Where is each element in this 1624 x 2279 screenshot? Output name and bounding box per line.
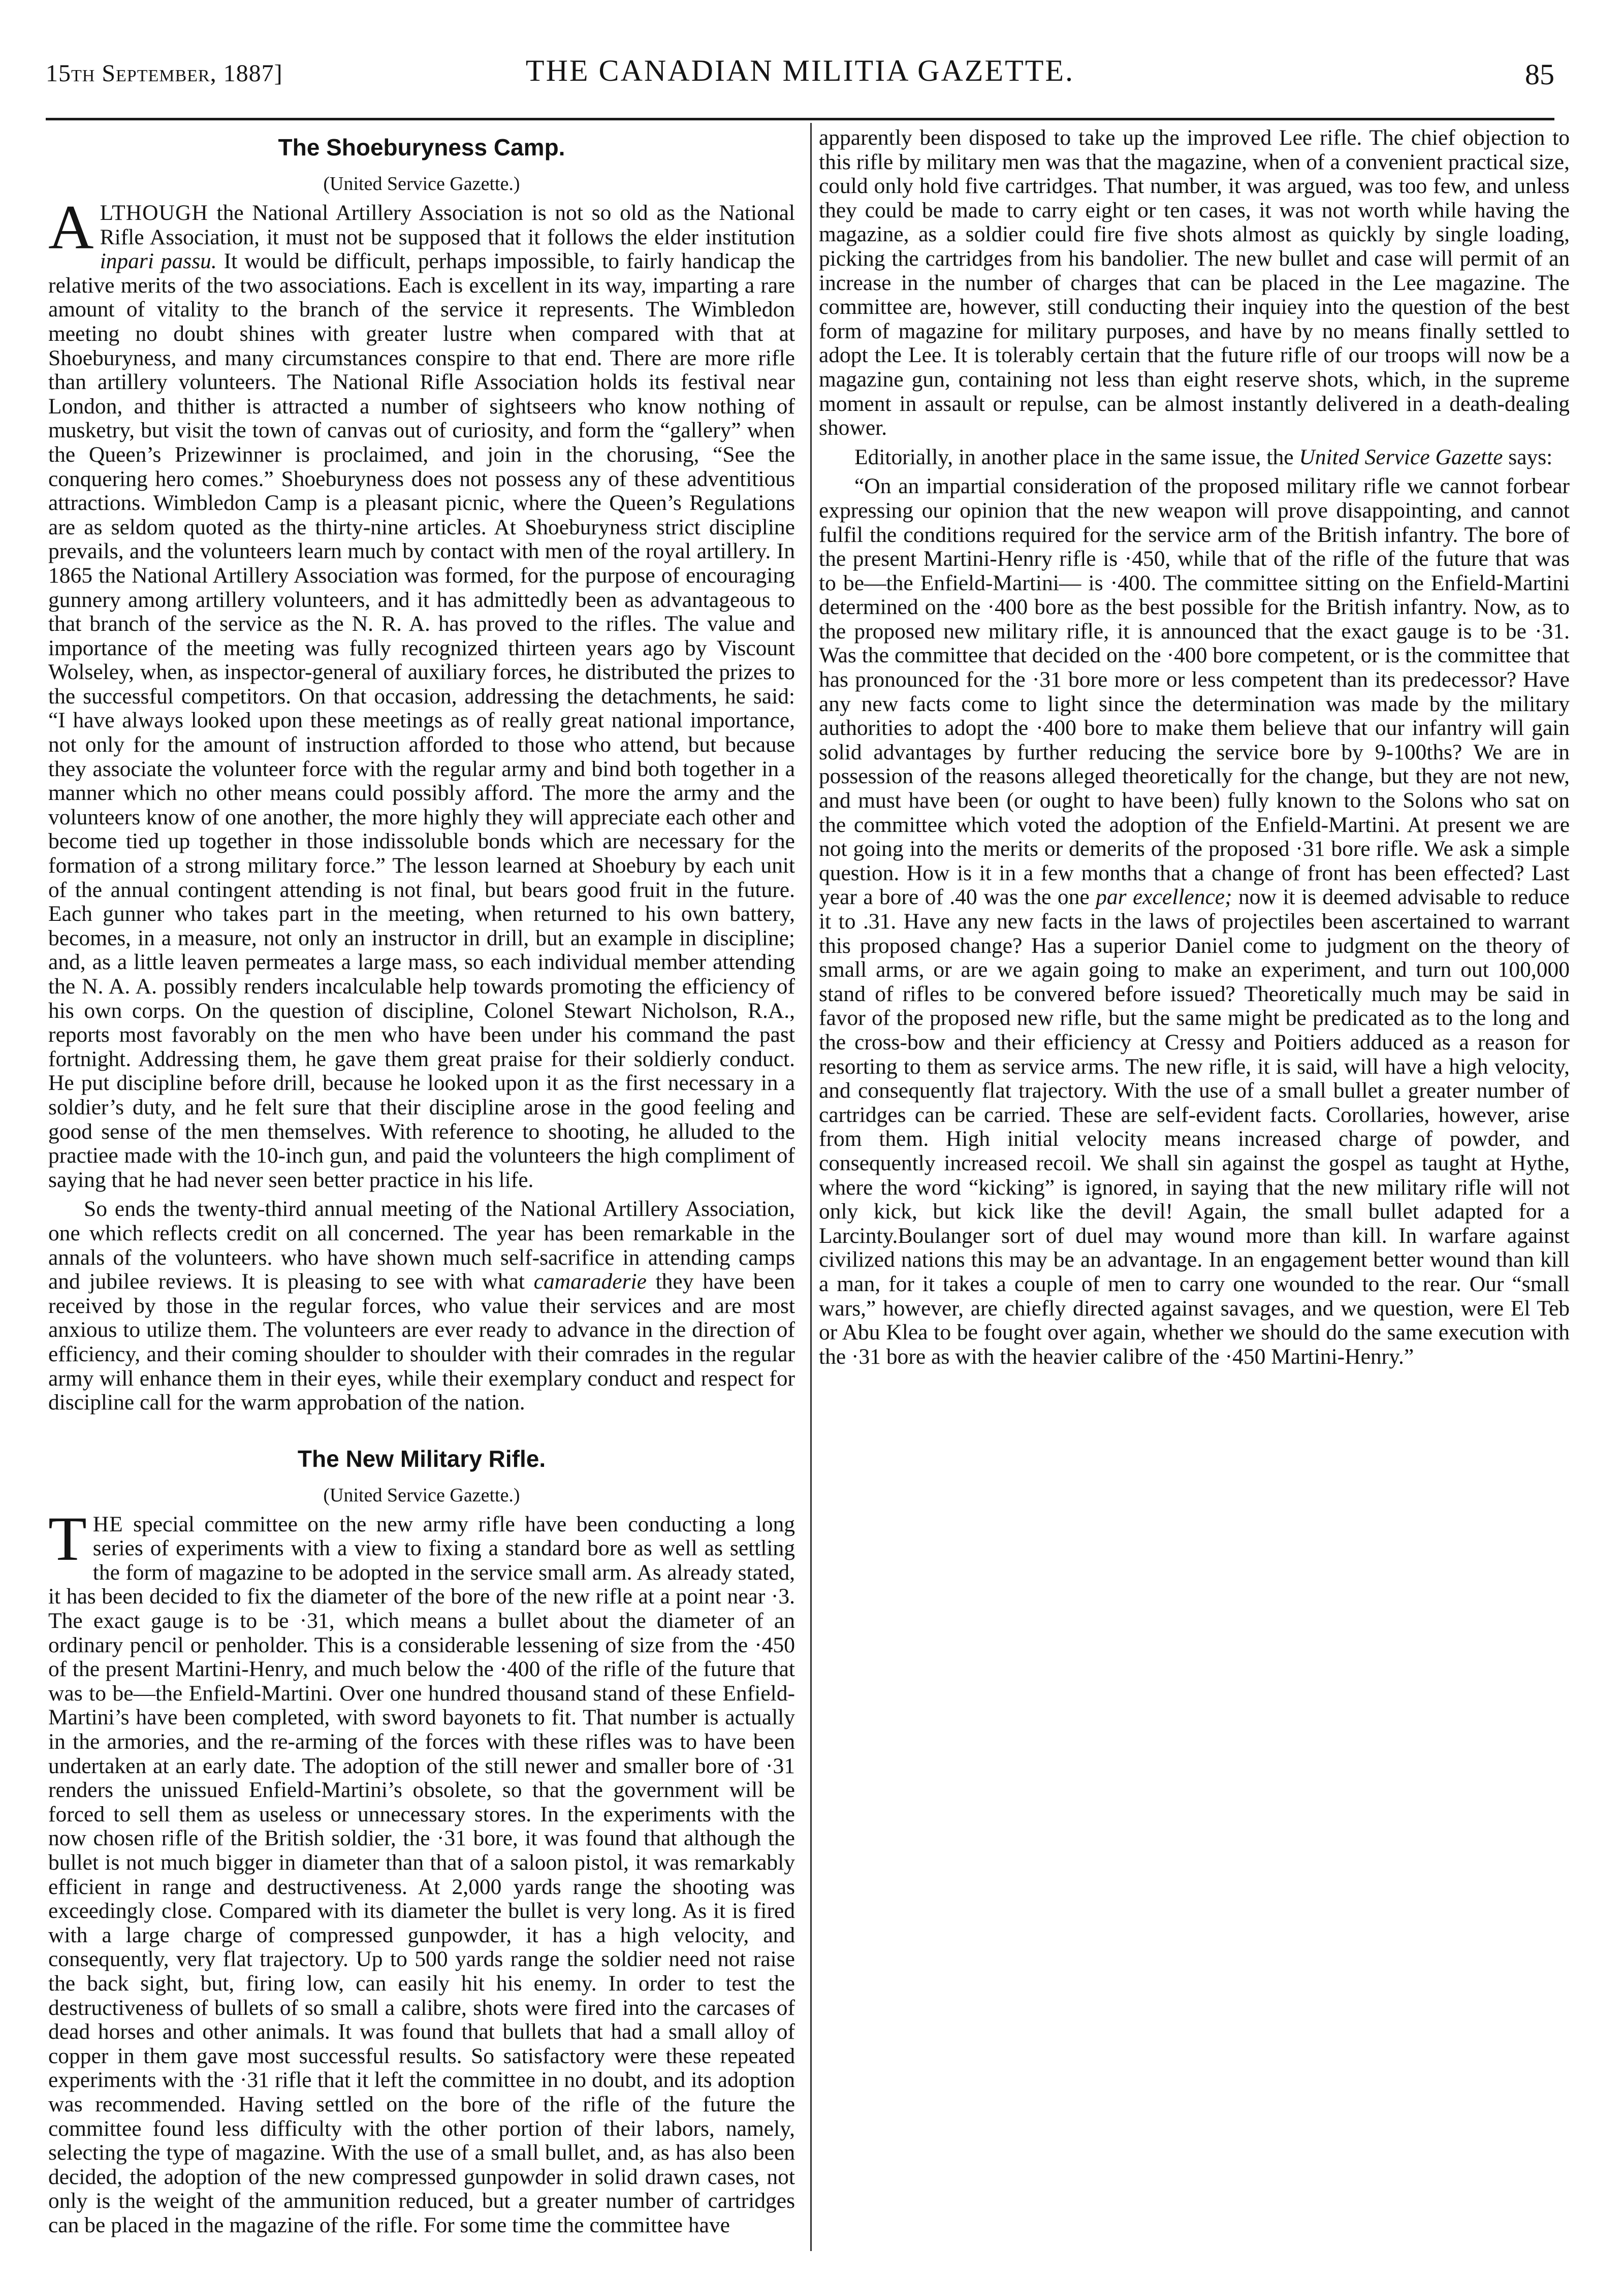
page-number: 85 [1525, 58, 1554, 91]
paragraph-text: Editorially, in another place in the same issue, the [854, 444, 1299, 469]
italic-phrase: par excellence; [1096, 885, 1232, 910]
paragraph-text: now it is deemed advisable to reduce it to .31. Have any new facts in the laws of projectiles been ascertained to warrant this proposed change? Has a superior Daniel come to judgment on the theory of small arms, or are we again going to make an experiment, and turn out 100,000 stand of rifles to be convered before issued? Theoretically much may be said in favor of the proposed new rifle, but the same might be predicated as to the long and the cross-bow and their efficiency at Cressy and Poitiers adduced as a reason for resorting to them as service arms. The new rifle, it is said, will have a high velocity, and consequently flat trajectory. With the use of a small bullet a greater number of cartridges can be carried. These are self-evident facts. Corollaries, however, arise from them. High initial velocity means increased charge of powder, and consequently increased recoil. We shall sin against the gospel as taught at Hythe, where the word “kicking” is ignored, in saying that the new military rifle will not only kick, but kick like the devil! Again, the small bullet adapted for a Larcinty.Boulanger sort of duel may wound more than kill. In warfare against civilized nations this may be an advantage. In an engagement better wound than kill a man, for it takes a couple of men to carry one wounded to the rear. Our “small wars,” however, are chiefly directed against savages, and we question, were El Teb or Abu Klea to be fought over again, whether we should do the same execution with the ·31 bore as with the heavier calibre of the ·450 Martini-Henry.” [819, 885, 1570, 1369]
article-paragraph [819, 474, 1570, 1369]
article-paragraph-continued [819, 126, 1570, 440]
paragraph-text: they have been received by those in the regular forces, who value their services and are most anxious to utilize them. The volunteers are ever ready to advance in the direction of efficiency, and their coming shoulder to shoulder with their comrades in the regular army will enhance them in their eyes, while their exemplary conduct and respect for discipline call for the warm approbation of the nation. [48, 1269, 795, 1415]
drop-cap: T [48, 1503, 87, 1574]
article-paragraph [48, 192, 795, 1192]
article-title-rifle: The New Military Rifle. [297, 1445, 546, 1472]
opening-word: HE [92, 1512, 123, 1536]
running-head [46, 53, 1554, 99]
italic-phrase: camaraderie [533, 1269, 647, 1294]
drop-cap: A [48, 192, 94, 262]
column-left [48, 126, 795, 2259]
publication-title: THE CANADIAN MILITIA GAZETTE. [525, 54, 1075, 87]
article-paragraph [819, 445, 1570, 470]
article-paragraph [48, 1197, 795, 1415]
italic-phrase: inpari passu. [100, 249, 217, 274]
italic-phrase: United Service Gazette [1299, 444, 1503, 469]
column-rule [810, 123, 812, 2251]
issue-date: 15th September, 1887] [46, 60, 283, 87]
column-right [819, 126, 1570, 2259]
opening-word: LTHOUGH [100, 201, 208, 225]
paragraph-text: “On an impartial consideration of the proposed military rifle we cannot forbear expressing our opinion that the new weapon will prove disappointing, and cannot fulfil the conditions required for the service arm of the British infantry. The bore of the present Martini-Henry rifle is ·450, while that of the rifle of the future that was to be—the Enfield-Martini— is ·400. The committee sitting on the Enfield-Martini determined on the ·400 bore as the best possible for the British infantry. Now, as to the proposed new military rifle, it is announced that the exact gauge is to be ·31. Was the committee that decided on the ·400 bore competent, or is the committee that has pronounced for the ·31 bore more or less competent than its predecessor? Have any new facts come to light since the determination was made by the military authorities to adopt the ·400 bore to make them believe that our infantry will gain solid advantages by further reducing the service bore by 9-100ths? We are in possession of the reasons alleged theoretically for the change, but they are not new, and must have been (or ought to have been) fully known to the Solons who sat on the committee which voted the adoption of the Enfield-Martini. At present we are not going into the merits or demerits of the proposed ·31 bore rifle. We ask a simple question. How is it in a few months that a change of front has been effected? Last year a bore of .40 was the one [819, 474, 1570, 910]
paragraph-text: So ends the twenty-third annual meeting of the National Artillery Association, one which reflects credit on all concerned. The year has been remarkable in the annals of the volunteers. who have shown much self-sacrifice in attending camps and jubilee reviews. It is pleasing to see with what [48, 1197, 795, 1294]
paragraph-text: special committee on the new army rifle have been conducting a long series of experiments with a view to fixing a standard bore as well as settling the form of magazine to be adopted in the service small arm. As already stated, it has been decided to fix the diameter of the bore of the new rifle at a point near ·3. The exact gauge is to be ·31, which means a bullet about the diameter of an ordinary pencil or penholder. This is a considerable lessening of size from the ·450 of the present Martini-Henry, and much below the ·400 of the rifle of the future that was to be—the Enfield-Martini. Over one hundred thousand stand of these Enfield-Martini’s have been completed, with sword bayonets to fit. That number is actually in the armories, and the re-arming of the forces with these rifles was to have been undertaken at an early date. The adoption of the still newer and smaller bore of ·31 renders the unissued Enfield-Martini’s obsolete, so that the government will be forced to sell them as useless or unnecessary stores. In the experiments with the now chosen rifle of the British soldier, the ·31 bore, it was found that although the bullet is not much bigger in diameter than that of a saloon pistol, it was remarkably efficient in range and destructiveness. At 2,000 yards range the shooting was exceedingly close. Compared with its diameter the bullet is very long. As it is fired with a large charge of compressed gunpowder, it has a high velocity, and consequently, very flat trajectory. Up to 500 yards range the soldier need not raise the back sight, but, firing low, can easily hit his enemy. In order to test the destructiveness of bullets of so small a calibre, shots were fired into the carcases of dead horses and other animals. It was found that bullets that had a small alloy of copper in them gave most successful results. So satisfactory were these repeated experiments with the ·31 rifle that it left the committee in no doubt, and its adoption was recommended. Having settled on the bore of the rifle of the future the committee found less difficulty with the other portion of their labors, namely, selecting the type of magazine. With the use of a small bullet, and, as has also been decided, the adoption of the new compressed gunpowder in solid drawn cases, not only is the weight of the ammunition reduced, but a greater number of cartridges can be placed in the magazine of the rifle. For some time the committee have [48, 1512, 795, 2237]
article-paragraph [48, 1503, 795, 2238]
header-rule [46, 118, 1554, 120]
paragraph-text: apparently been disposed to take up the improved Lee rifle. The chief objection to this rifle by military men was that the magazine, when of a convenient practical size, could only hold five cartridges. That number, it was argued, was too few, and unless they could be made to carry eight or ten cases, it was not worth while having the magazine, as a soldier could fire five shots almost as quickly by single loading, picking the cartridges from his bandolier. The new bullet and case will permit of an increase in the number of charges that can be placed in the Lee magazine. The committee are, however, still conducting their inquiey into the question of the best form of magazine for military purposes, and have by no means finally settled to adopt the Lee. It is tolerably certain that the future rifle of our troops will now be a magazine gun, containing not less than eight reserve shots, which, in the supreme moment in assault or repulse, can be almost instantly delivered in a death-dealing shower. [819, 126, 1570, 440]
article-title-shoeburyness: The Shoeburyness Camp. [278, 134, 565, 161]
paragraph-text: the National Artillery Association is not so old as the National Rifle Association, it must not be supposed that it follows the elder institution [100, 201, 795, 249]
article-source: (United Service Gazette.) [323, 1484, 520, 1506]
article-source: (United Service Gazette.) [323, 173, 520, 195]
paragraph-text: It would be difficult, perhaps impossible, to fairly handicap the relative merits of the two associations. Each is excellent in its way, imparting a rare amount of vitality to the branch of the service it represents. The Wimbledon meeting no doubt shines with greater lustre when compared with that at Shoeburyness, and many circumstances conspire to that end. There are more rifle than artillery volunteers. The National Rifle Association holds its festival near London, and thither is attracted a number of sightseers who know nothing of musketry, but visit the town of canvas out of curiosity, and form the “gallery” when the Queen’s Prizewinner is proclaimed, and join in the chorusing, “See the conquering hero comes.” Shoeburyness does not possess any of these adventitious attractions. Wimbledon Camp is a pleasant picnic, where the Queen’s Regulations are as seldom quoted as the thirty-nine articles. At Shoeburyness strict discipline prevails, and the volunteers learn much by contact with men of the royal artillery. In 1865 the National Artillery Association was formed, for the purpose of encouraging gunnery among artillery volunteers, and it has admittedly been as advantageous to that branch of the service as the N. R. A. has proved to the rifles. The value and importance of the meeting was fully recognized thirteen years ago by Viscount Wolseley, when, as inspector-general of auxiliary forces, he distributed the prizes to the successful competitors. On that occasion, addressing the detachments, he said: “I have always looked upon these meetings as of really great national importance, not only for the amount of instruction afforded to those who attend, but because they associate the volunteer force with the regular army and bind both together in a manner which no other means could possibly afford. The more the army and the volunteers know of one another, the more highly they will appreciate each other and become tied up together in those indissoluble bonds which are necessary for the formation of a strong military force.” The lesson learned at Shoebury by each unit of the annual contingent attending is not final, but bears good fruit in the future. Each gunner who takes part in the meeting, when returned to his own battery, becomes, in a measure, not only an instructor in drill, but an example in discipline; and, as a little leaven permeates a large mass, so each individual member attending the N. A. A. possibly renders incalculable help towards promoting the efficiency of his own corps. On the question of discipline, Colonel Stewart Nicholson, R.A., reports most favorably on the men who have been under his command the past fortnight. Addressing them, he gave them great praise for their soldierly conduct. He put discipline before drill, because he looked upon it as the first necessary in a soldier’s duty, and he felt sure that their discipline arose in the good feeling and good sense of the men themselves. With reference to shooting, he alluded to the practiee made with the 10-inch gun, and paid the volunteers the high compliment of saying that he had never seen better practice in his life. [48, 249, 795, 1192]
paragraph-text: says: [1503, 444, 1553, 469]
